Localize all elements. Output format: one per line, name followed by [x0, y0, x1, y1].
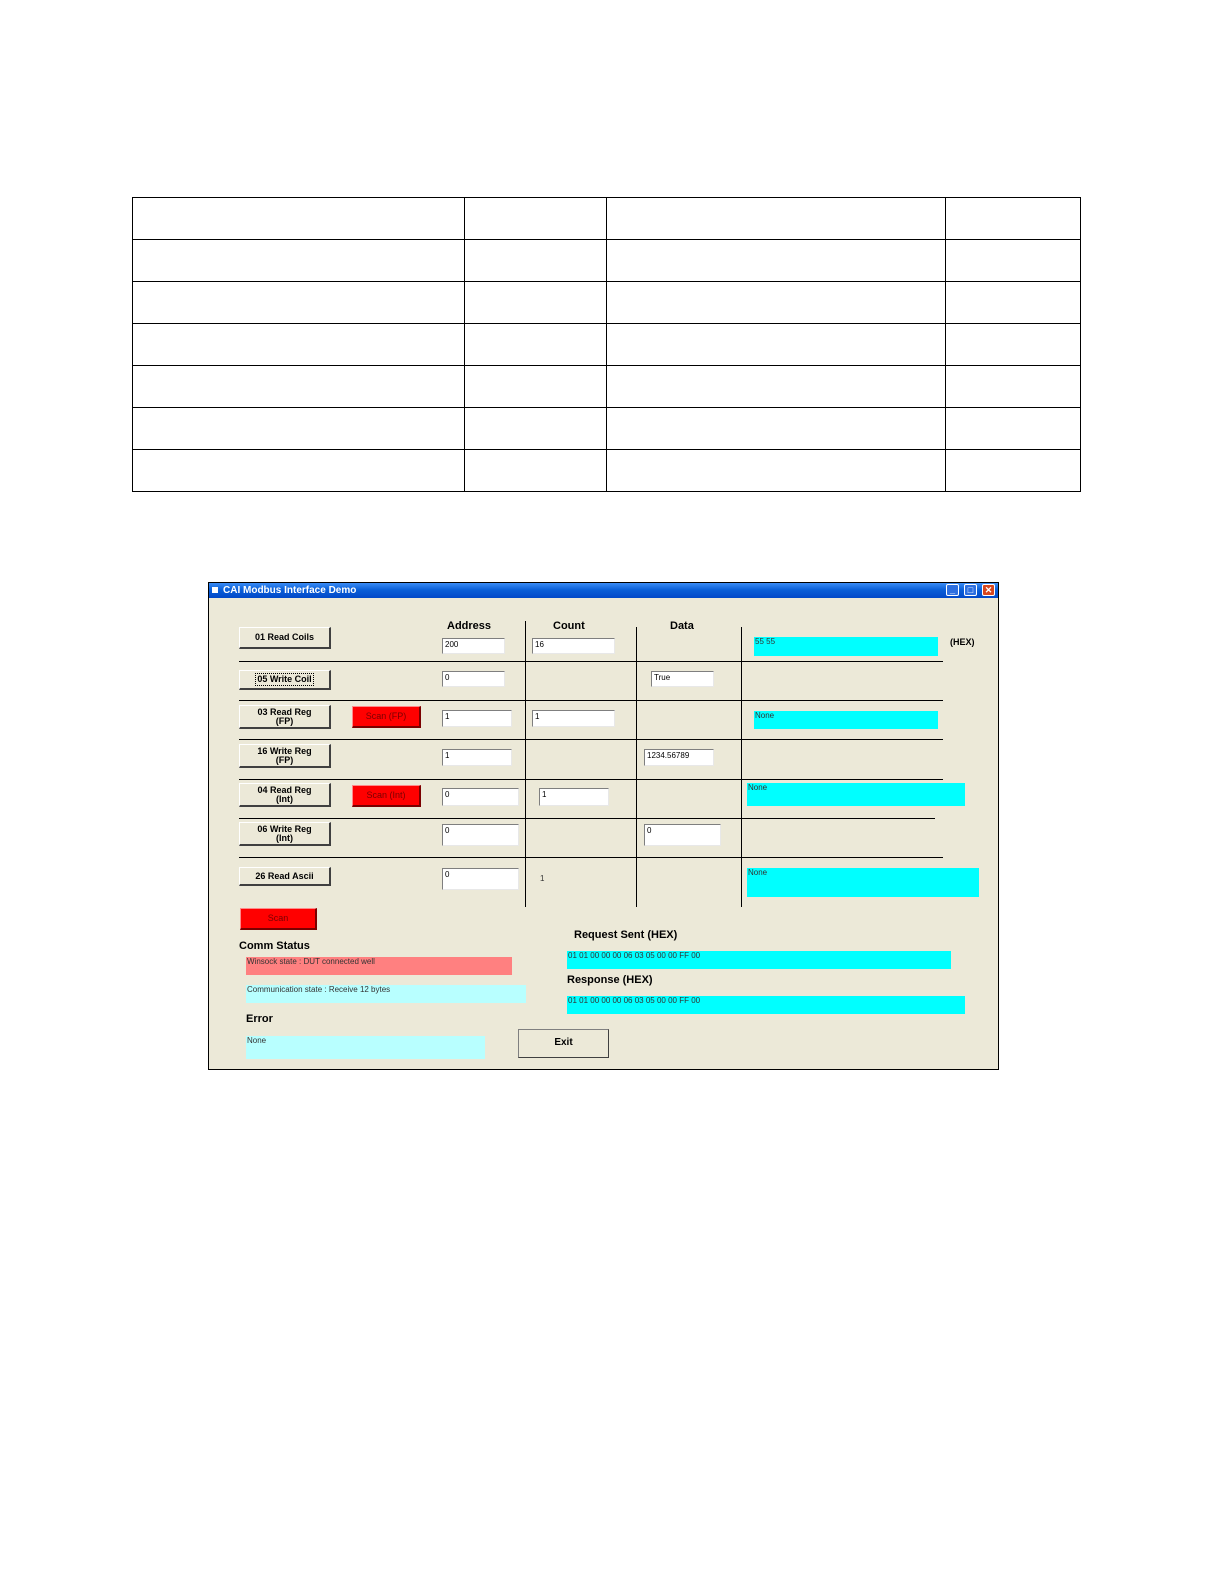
window-title: CAI Modbus Interface Demo [223, 585, 357, 596]
communication-state: Communication state : Receive 12 bytes [246, 985, 526, 1003]
error-heading: Error [246, 1013, 273, 1025]
row-divider [239, 661, 943, 662]
read-coils-count-input[interactable]: 16 [532, 638, 615, 654]
write-reg-int-data-input[interactable]: 0 [644, 824, 721, 846]
read-coils-address-input[interactable]: 200 [442, 638, 505, 654]
row-divider [239, 739, 943, 740]
read-reg-int-result: None [747, 783, 965, 806]
response-value: 01 01 00 00 00 06 03 05 00 00 FF 00 [567, 996, 965, 1014]
row-divider [239, 779, 943, 780]
close-button[interactable]: ✕ [982, 584, 995, 596]
write-reg-fp-button[interactable]: 16 Write Reg (FP) [239, 744, 331, 768]
read-reg-int-address-input[interactable]: 0 [442, 788, 519, 806]
write-coil-button-label: 05 Write Coil [257, 674, 312, 684]
minimize-button[interactable]: _ [946, 584, 959, 596]
data-header: Data [670, 620, 694, 632]
read-coils-button[interactable]: 01 Read Coils [239, 627, 331, 649]
count-header: Count [553, 620, 585, 632]
document-table [132, 197, 1081, 492]
error-value: None [246, 1036, 485, 1059]
scan-fp-button[interactable]: Scan (FP) [352, 706, 421, 728]
row-divider [239, 818, 935, 819]
address-header: Address [447, 620, 492, 632]
write-reg-fp-address-input[interactable]: 1 [442, 749, 512, 766]
write-coil-address-input[interactable]: 0 [442, 671, 505, 687]
read-reg-int-count-input[interactable]: 1 [539, 788, 609, 806]
read-reg-fp-count-input[interactable]: 1 [532, 710, 615, 727]
read-ascii-button[interactable]: 26 Read Ascii [239, 867, 331, 886]
modbus-demo-window [208, 582, 999, 1070]
row-divider [239, 700, 943, 701]
read-ascii-result: None [747, 868, 979, 897]
write-coil-button[interactable] [239, 670, 331, 690]
column-divider [636, 627, 637, 907]
read-reg-int-button[interactable]: 04 Read Reg (Int) [239, 783, 331, 807]
maximize-button[interactable]: □ [964, 584, 977, 596]
read-ascii-address-input[interactable]: 0 [442, 868, 519, 890]
write-reg-int-button[interactable]: 06 Write Reg (Int) [239, 822, 331, 846]
request-value: 01 01 00 00 00 06 03 05 00 00 FF 00 [567, 951, 951, 969]
column-divider [741, 627, 742, 907]
read-reg-fp-result: None [754, 711, 938, 729]
row-divider [239, 857, 943, 858]
exit-button[interactable]: Exit [518, 1029, 609, 1058]
winsock-state: Winsock state : DUT connected well [246, 957, 512, 975]
scan-button[interactable]: Scan [240, 908, 317, 930]
read-coils-result: 55 55 [754, 637, 938, 656]
read-reg-fp-address-input[interactable]: 1 [442, 710, 512, 727]
hex-label: (HEX) [950, 637, 975, 647]
read-ascii-count-value: 1 [540, 874, 545, 883]
read-reg-fp-button[interactable]: 03 Read Reg (FP) [239, 705, 331, 729]
column-divider [525, 621, 526, 907]
write-reg-int-address-input[interactable]: 0 [442, 824, 519, 846]
request-heading: Request Sent (HEX) [574, 929, 678, 941]
write-reg-fp-data-input[interactable]: 1234.56789 [644, 749, 714, 766]
scan-int-button[interactable]: Scan (Int) [352, 785, 421, 807]
title-bar[interactable] [209, 583, 998, 598]
comm-status-heading: Comm Status [239, 940, 310, 952]
write-coil-data-input[interactable]: True [651, 671, 714, 687]
response-heading: Response (HEX) [567, 974, 653, 986]
app-icon [212, 587, 218, 593]
